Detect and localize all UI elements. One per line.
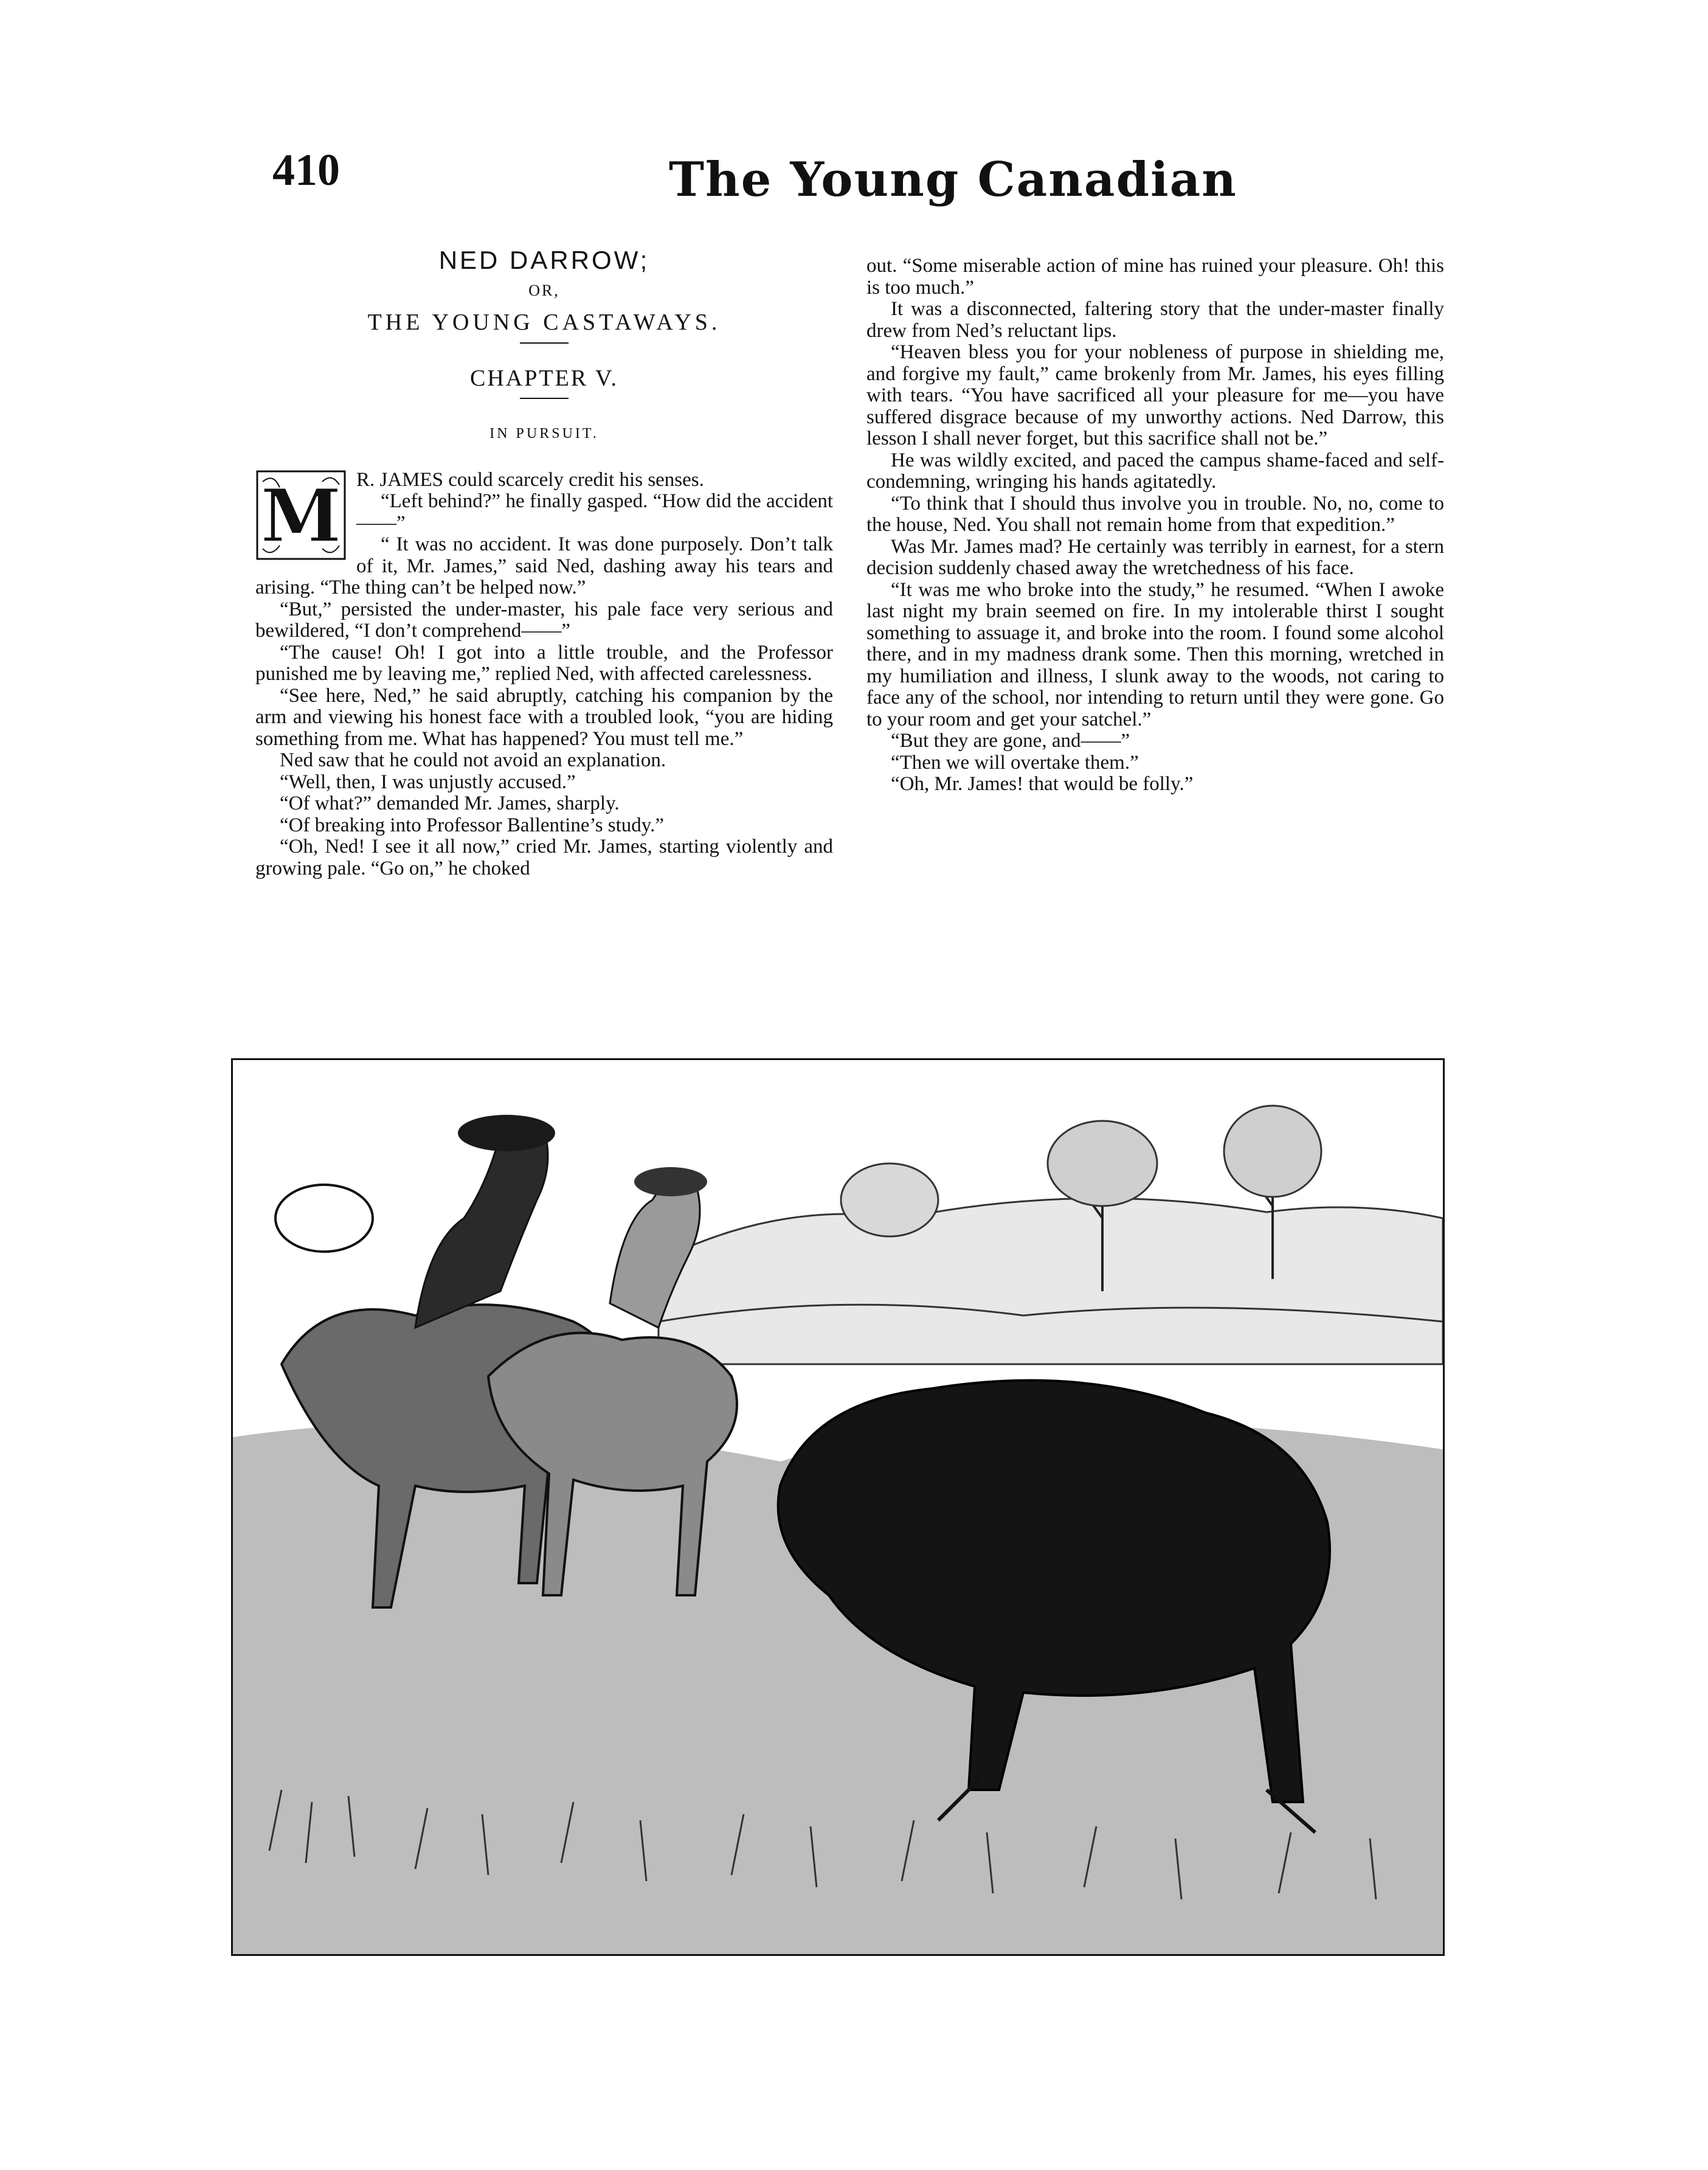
right-paragraph: It was a disconnected, faltering story that the under-master finally drew from Ned’s reluctant lips.	[866, 298, 1444, 342]
running-title: The Young Canadian	[669, 152, 1237, 207]
right-paragraph: Was Mr. James mad? He certainly was terribly in earnest, for a stern decision suddenly chased away the wretchedness of his face.	[866, 535, 1444, 579]
rider-left-hat	[458, 1115, 555, 1151]
left-paragraph: “Well, then, I was unjustly accused.”	[280, 771, 576, 793]
chapter-rule	[520, 398, 569, 399]
right-paragraph: “Oh, Mr. James! that would be folly.”	[891, 773, 1194, 795]
left-paragraph: “But,” persisted the under-master, his pale face very serious and bewildered, “I don’t comprehend——”	[255, 598, 833, 642]
left-paragraph: “Left behind?” he finally gasped. “How did the accident——”	[356, 490, 833, 534]
left-paragraph: “The cause! Oh! I got into a little trouble, and the Professor punished me by leaving me,” replied Ned, with affected carelessness.	[255, 641, 833, 685]
dropcap-letter: M	[260, 473, 342, 559]
story-title: NED DARROW;	[438, 246, 650, 274]
left-paragraph: “Oh, Ned! I see it all now,” cried Mr. James, starting violently and growing pale. “Go on,” he choked	[255, 836, 833, 879]
story-or: OR,	[528, 281, 560, 299]
dropcap-ornament	[255, 470, 347, 561]
buffalo-hunt-engraving	[233, 1060, 1443, 1954]
left-paragraph: R. JAMES could scarcely credit his senses.	[356, 468, 704, 491]
right-paragraph: “It was me who broke into the study,” he resumed. “When I awoke last night my brain seemed on fire. In my intolerable thirst I sought something to assuage it, and broke into the room. I found some alcohol there, and in my madness drank some. Then this morning, wretched in my humiliation and illness, I slunk away to the woods, not caring to face any of the school, nor intending to return until they were gone. Go to your room and get your satchel.”	[866, 578, 1444, 730]
left-paragraph: Ned saw that he could not avoid an explanation.	[280, 749, 666, 771]
chapter-heading: CHAPTER V.	[470, 365, 618, 391]
left-paragraph: “Of what?” demanded Mr. James, sharply.	[280, 792, 620, 814]
left-paragraph: “See here, Ned,” he said abruptly, catching his companion by the arm and viewing his honest face with a troubled look, “you are hiding something from me. What has happened? You must tell me.”	[255, 684, 833, 750]
right-paragraph: “Then we will overtake them.”	[891, 751, 1139, 774]
story-subtitle: THE YOUNG CASTAWAYS.	[367, 310, 721, 335]
left-paragraph: “ It was no accident. It was done purposely. Don’t talk of it, Mr. James,” said Ned, dashing away his tears and arising. “The thing can’t be helped now.”	[255, 533, 833, 598]
rider-right-hat	[634, 1167, 707, 1196]
title-rule	[520, 342, 569, 344]
left-column	[255, 246, 833, 879]
right-paragraph: “Heaven bless you for your nobleness of purpose in shielding me, and forgive my fault,” came brokenly from Mr. James, his eyes filling with tears. “You have sacrificed all your pleasure for me—you have suffered disgrace because of my unworthy actions. Ned Darrow, this lesson I shall never forget, but this sacrifice shall not be.”	[866, 341, 1444, 449]
right-paragraph: “But they are gone, and——”	[891, 730, 1130, 752]
right-column	[866, 255, 1444, 796]
page-number: 410	[272, 145, 340, 195]
engraving-illustration	[231, 1058, 1445, 1956]
left-paragraph: “Of breaking into Professor Ballentine’s study.”	[280, 814, 665, 836]
right-paragraph: out. “Some miserable action of mine has ruined your pleasure. Oh! this is too much.”	[866, 255, 1444, 299]
right-paragraph: He was wildly excited, and paced the campus shame-faced and self-condemning, wringing his hands agitatedly.	[866, 449, 1444, 493]
section-heading: IN PURSUIT.	[489, 426, 599, 442]
right-paragraph: “To think that I should thus involve you in trouble. No, no, come to the house, Ned. You shall not remain home from that expedition.”	[866, 492, 1444, 536]
